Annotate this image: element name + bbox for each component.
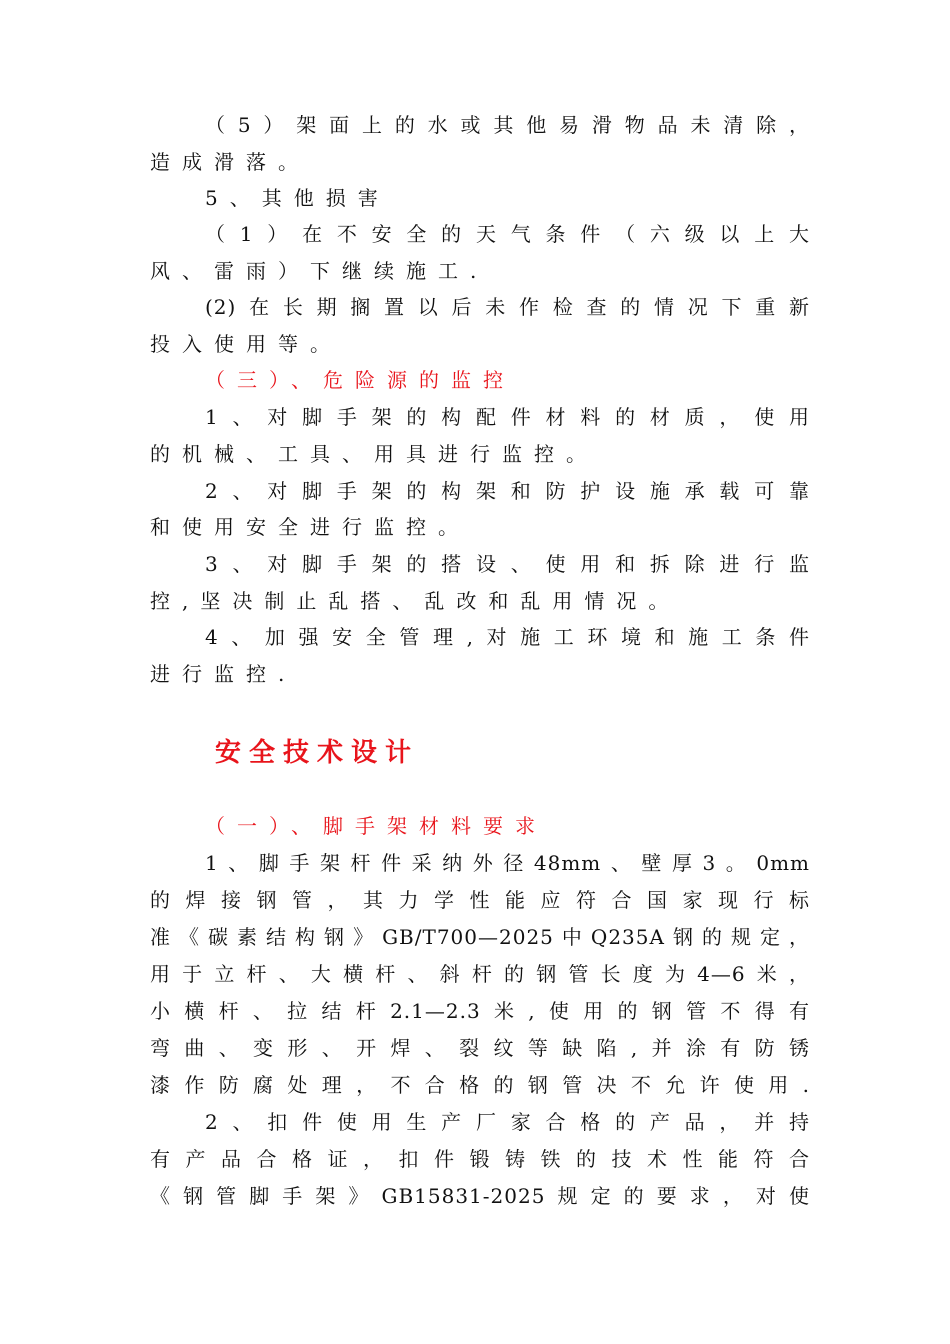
text-line: 用于立杆、大横杆、斜杆的钢管长度为4—6米， <box>150 962 810 986</box>
text-line: 《钢管脚手架》GB15831-2025规定的要求，对使 <box>150 1184 810 1208</box>
section-heading-hazard-monitoring: （三）、危险源的监控 <box>205 368 515 392</box>
text-line: 小横杆、拉结杆2.1—2.3米,使用的钢管不得有 <box>150 999 810 1023</box>
text-line: 造成滑落。 <box>150 150 310 174</box>
text-line: 2、对脚手架的构架和防护设施承载可靠 <box>205 479 810 503</box>
text-line: 风、雷雨）下继续施工. <box>150 259 489 283</box>
text-line: 准《碳素结构钢》GB/T700—2025中Q235A钢的规定， <box>150 925 810 949</box>
text-line: 4、加强安全管理,对施工环境和施工条件 <box>205 625 810 649</box>
text-line: 的机械、工具、用具进行监控。 <box>150 442 598 466</box>
text-line: 的焊接钢管，其力学性能应符合国家现行标 <box>150 888 810 912</box>
text-line: 1、脚手架杆件采纳外径48mm、壁厚3。0mm <box>205 851 810 875</box>
text-line: （5）架面上的水或其他易滑物品未清除， <box>205 113 810 137</box>
section-heading-scaffold-materials: （一）、脚手架材料要求 <box>205 814 547 838</box>
page-title-safety-technical-design: 安全技术设计 <box>215 738 420 768</box>
text-line: (2)在长期搁置以后未作检查的情况下重新 <box>205 295 810 319</box>
text-line: 2、扣件使用生产厂家合格的产品，并持 <box>205 1110 810 1134</box>
text-line: 进行监控. <box>150 662 297 686</box>
text-line: 1、对脚手架的构配件材料的材质，使用 <box>205 405 810 429</box>
text-line: 有产品合格证，扣件锻铸铁的技术性能符合 <box>150 1147 810 1171</box>
text-line: 投入使用等。 <box>150 332 342 356</box>
text-line: 3、对脚手架的搭设、使用和拆除进行监 <box>205 552 810 576</box>
text-line: 漆作防腐处理，不合格的钢管决不允许使用. <box>150 1073 810 1097</box>
list-item-heading: 5、其他损害 <box>205 186 390 210</box>
text-line: 控,坚决制止乱搭、乱改和乱用情况。 <box>150 589 681 613</box>
text-line: 弯曲、变形、开焊、裂纹等缺陷,并涂有防锈 <box>150 1036 810 1060</box>
text-line: （1）在不安全的天气条件（六级以上大 <box>205 222 810 246</box>
text-line: 和使用安全进行监控。 <box>150 515 470 539</box>
